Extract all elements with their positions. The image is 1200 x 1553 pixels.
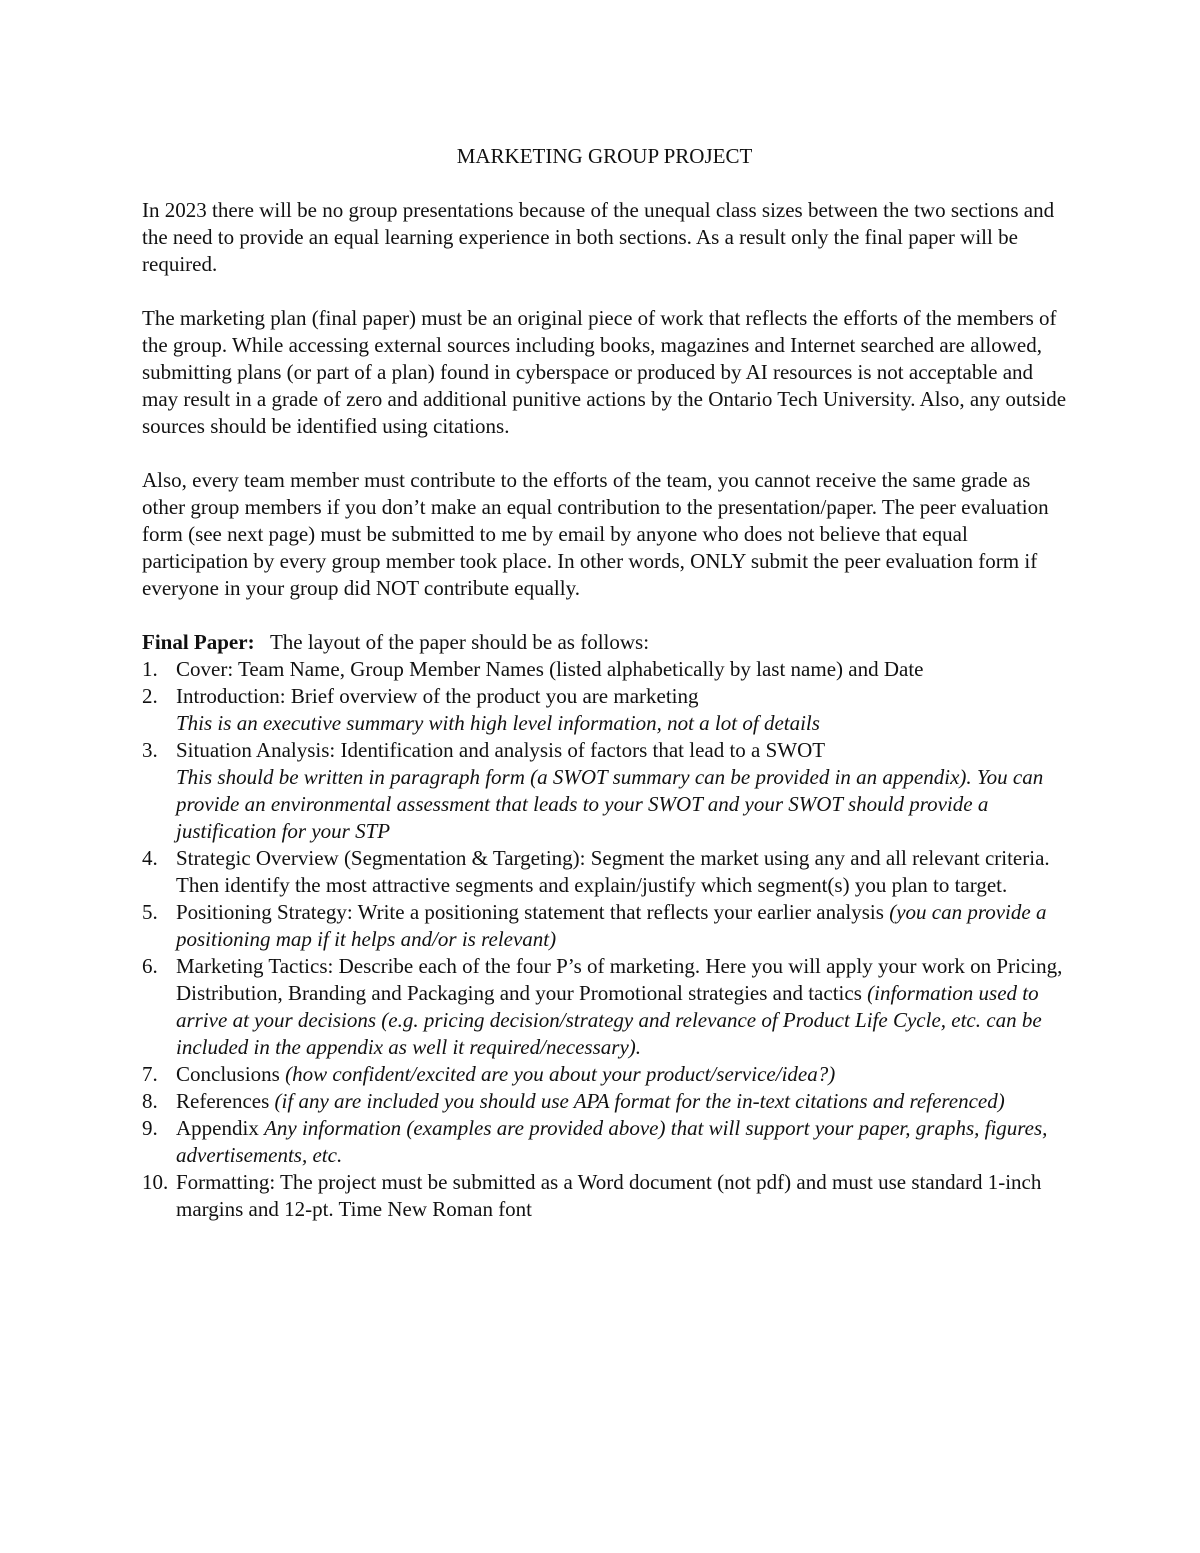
list-item-marketing-tactics: [142, 953, 1067, 1061]
list-item-formatting: [142, 1169, 1067, 1223]
list-item-conclusions: [142, 1061, 1067, 1088]
paragraph-presentations: In 2023 there will be no group presentations because of the unequal class sizes between the two sections and the need to provide an equal learning experience in both sections. As a result only the final paper will be required.: [142, 198, 1055, 276]
list-item-text: Appendix: [176, 1116, 259, 1140]
list-number: 6.: [142, 954, 158, 978]
list-number: 9.: [142, 1116, 158, 1140]
list-item-text: Situation Analysis: Identification and analysis of factors that lead to a SWOT: [176, 738, 826, 762]
paragraph-original-work: The marketing plan (final paper) must be an original piece of work that reflects the efforts of the members of the group. While accessing external sources including books, magazines and Internet searched are allowed, submitting plans (or part of a plan) found in cyberspace or produced by AI resources is not acceptable and may result in a grade of zero and additional punitive actions by the Ontario Tech University. Also, any outside sources should be identified using citations.: [142, 306, 1067, 438]
list-item-note: This is an executive summary with high level information, not a lot of details: [176, 711, 820, 735]
list-item-text: References: [176, 1089, 270, 1113]
list-number: 10.: [142, 1170, 169, 1194]
list-item-text: Conclusions: [176, 1062, 280, 1086]
list-item-text: Strategic Overview (Segmentation & Targeting): Segment the market using any and all relevant criteria. Then identify the most attractive segments and explain/justify which segment(s) you plan to target.: [176, 846, 1050, 897]
final-paper-intro: The layout of the paper should be as follows:: [269, 630, 650, 654]
list-number: 7.: [142, 1062, 158, 1086]
list-item-note: This should be written in paragraph form (a SWOT summary can be provided in an appendix). You can provide an environmental assessment that leads to your SWOT and your SWOT should provide a justification for your STP: [176, 765, 1044, 843]
list-number: 4.: [142, 846, 158, 870]
document-title: MARKETING GROUP PROJECT: [456, 144, 753, 168]
list-item-note: Any information (examples are provided above) that will support your paper, graphs, figures, advertisements, etc.: [176, 1116, 1048, 1167]
list-item-positioning: [142, 899, 1067, 953]
list-item-text: Introduction: Brief overview of the product you are marketing: [176, 684, 699, 708]
document-content: [142, 143, 1067, 1223]
final-paper-heading: [142, 629, 1067, 656]
final-paper-list: [142, 656, 1067, 1223]
list-number: 2.: [142, 684, 158, 708]
list-item-note: (information used to arrive at your decisions (e.g. pricing decision/strategy and relevance of Product Life Cycle, etc. can be included in the appendix as well it required/necessary).: [176, 981, 1042, 1059]
list-item-cover: [142, 656, 1067, 683]
list-item-situation-analysis: [142, 737, 1067, 845]
list-item-introduction: [142, 683, 1067, 737]
final-paper-label: Final Paper:: [142, 630, 255, 654]
list-number: 1.: [142, 657, 158, 681]
list-item-appendix: [142, 1115, 1067, 1169]
list-item-note: (you can provide a positioning map if it helps and/or is relevant): [176, 900, 1047, 951]
paragraph-contribution: Also, every team member must contribute to the efforts of the team, you cannot receive the same grade as other group members if you don’t make an equal contribution to the presentation/paper. The peer evaluation form (see next page) must be submitted to me by email by anyone who does not believe that equal participation by every group member took place. In other words, ONLY submit the peer evaluation form if everyone in your group did NOT contribute equally.: [142, 468, 1049, 600]
list-item-strategic-overview: [142, 845, 1067, 899]
list-number: 5.: [142, 900, 158, 924]
list-item-text: Positioning Strategy: Write a positioning statement that reflects your earlier analysis: [176, 900, 884, 924]
list-number: 3.: [142, 738, 158, 762]
list-item-note: (how confident/excited are you about your product/service/idea?): [285, 1062, 836, 1086]
list-number: 8.: [142, 1089, 158, 1113]
list-item-text: Formatting: The project must be submitted as a Word document (not pdf) and must use standard 1-inch margins and 12-pt. Time New Roman font: [176, 1170, 1042, 1221]
list-item-text: Marketing Tactics: Describe each of the four P’s of marketing. Here you will apply your work on Pricing, Distribution, Branding and Packaging and your Promotional strategies and tactics: [176, 954, 1063, 1005]
list-item-references: [142, 1088, 1067, 1115]
list-item-note: (if any are included you should use APA format for the in-text citations and referenced): [274, 1089, 1005, 1113]
list-item-text: Cover: Team Name, Group Member Names (listed alphabetically by last name) and Date: [176, 657, 924, 681]
